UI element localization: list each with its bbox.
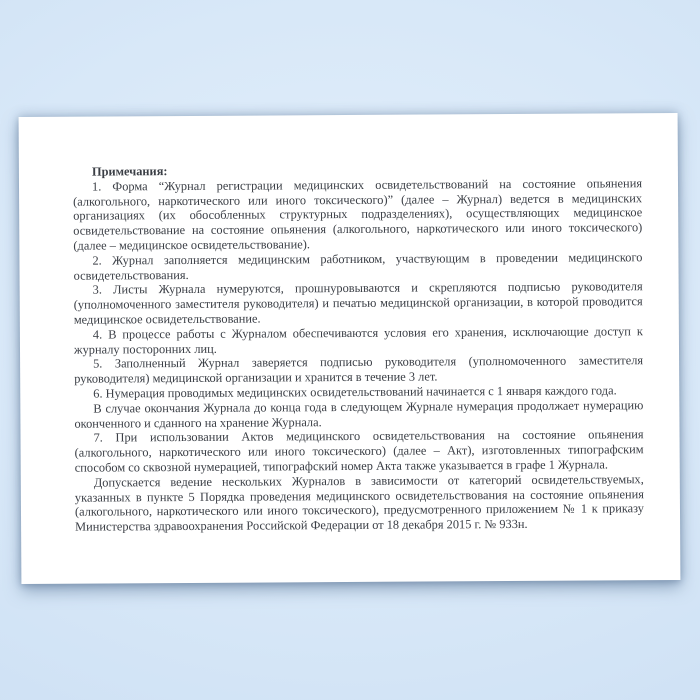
note-paragraph-5: 5. Заполненный Журнал заверяется подписью руководителя (уполномоченного заместителя руководителя) медицинской организации и хранится в течение 3 лет. <box>74 353 644 386</box>
note-paragraph-3: 3. Листы Журнала нумеруются, прошнуровываются и скрепляются подписью руководителя (уполномоченного заместителя руководителя) и печатью медицинской организации, в которой проводится медицинское освидетельствование. <box>73 279 643 327</box>
notes-heading: Примечания: <box>91 164 168 179</box>
document-page <box>19 113 681 584</box>
note-paragraph-4: 4. В процессе работы с Журналом обеспечиваются условия его хранения, исключающие доступ к журналу посторонних лиц. <box>73 323 643 357</box>
note-paragraph-1: 1. Форма “Журнал регистрации медицинских освидетельствований на состояние опьянения (алкогольного, наркотического или иного токсического)” (далее – Журнал) ведется в медицинских организациях (их обособленных структурных подразделениях), осуществляющих медицинское освидетельствование на состояние опьянения (алкогольного, наркотического или иного токсического) (далее – медицинское освидетельствование). <box>73 176 643 253</box>
note-paragraph-2: 2. Журнал заполняется медицинским работником, участвующим в проведении медицинского освидетельствования. <box>73 249 643 283</box>
notes-text-block <box>73 161 644 534</box>
note-paragraph-6: 6. Нумерация проводимых медицинских освидетельствований начинается с 1 января каждого года. <box>93 383 617 401</box>
note-paragraph-6-continuation: В случае окончания Журнала до конца года в следующем Журнале нумерация продолжает нумерацию оконченного и сданного на хранение Журнала. <box>74 397 644 431</box>
note-paragraph-8: Допускается ведение нескольких Журналов в зависимости от категорий освидетельствуемых, указанных в пункте 5 Порядка проведения медицинского освидетельствования на состояние опьянения (алкогольного, наркотического или иного токсического), предусмотренного приложением № 1 к приказу Министерства здравоохранения Российской Федерации от 18 декабря 2015 г. № 933н. <box>74 471 645 534</box>
note-paragraph-7: 7. При использовании Актов медицинского освидетельствования на состояние опьянения (алкогольного, наркотического или иного токсического) (далее – Акт), изготовленных типографским способом со сквозной нумерацией, типографский номер Акта также указывается в графе 1 Журнала. <box>74 427 644 475</box>
